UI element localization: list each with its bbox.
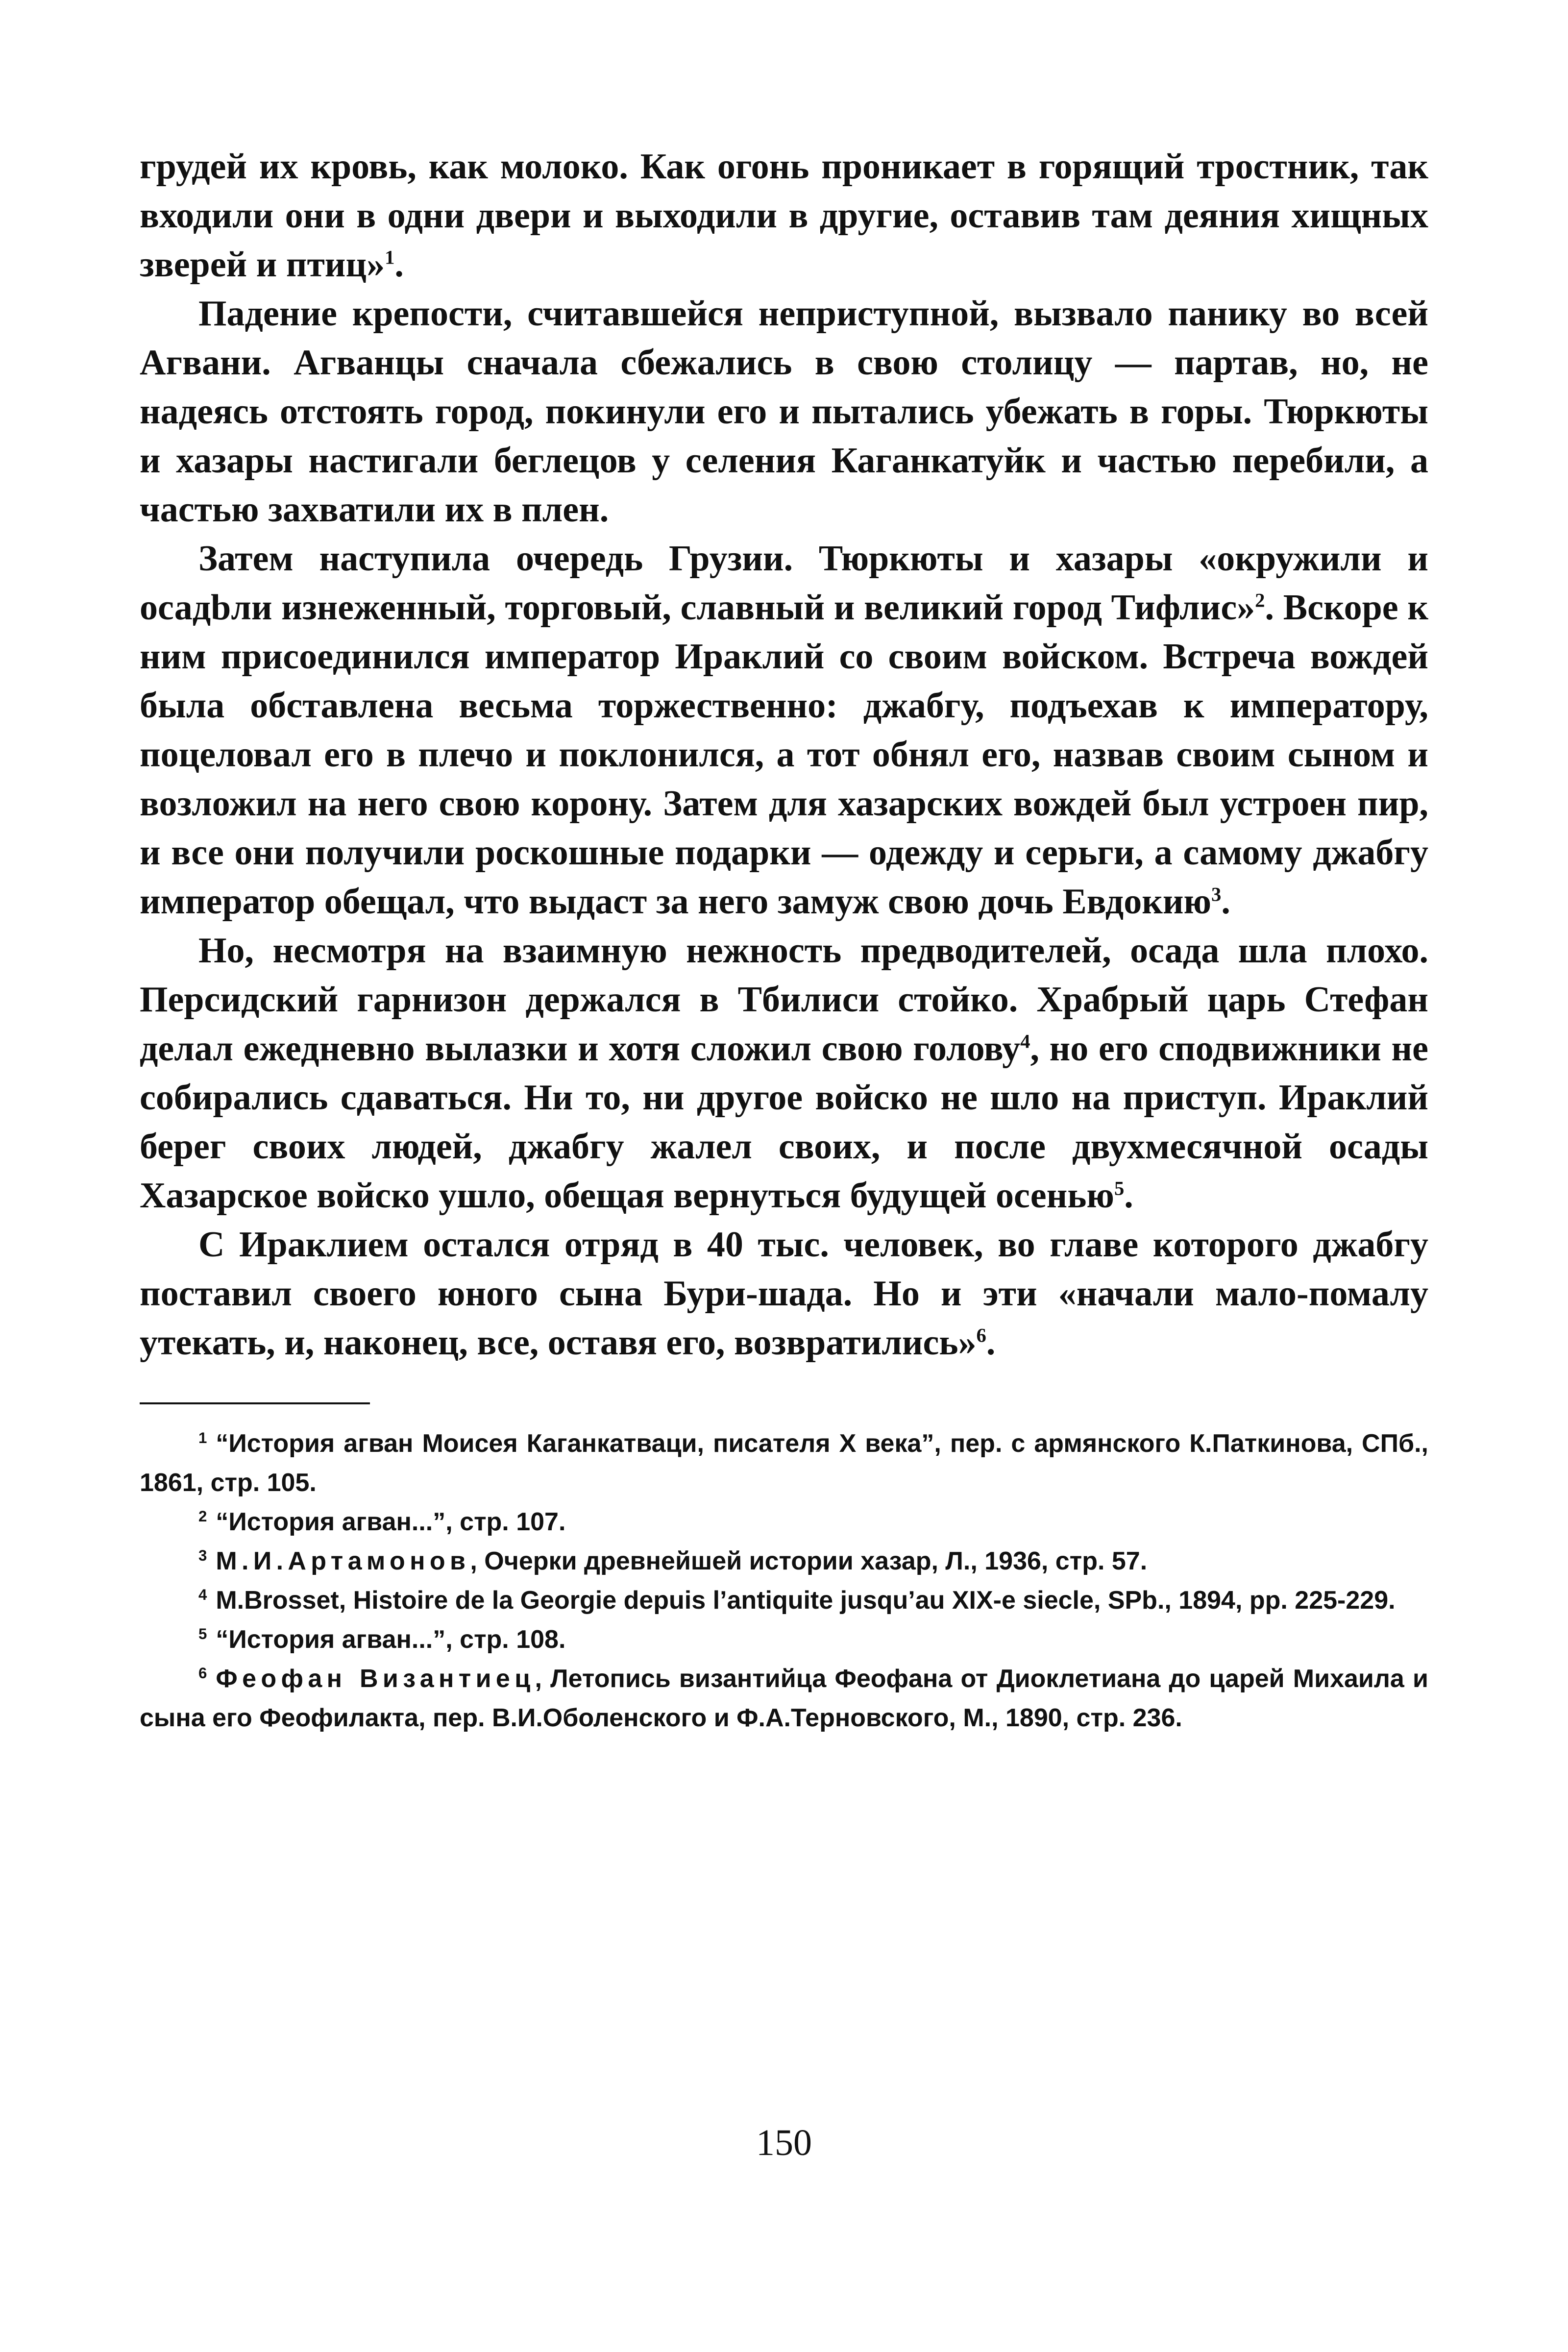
- paragraph-1-text: грудей их кровь, как молоко. Как огонь проникает в горящий тростник, так входили они в одни двери и выходили в другие, оставив там деяния хищных зверей и птиц»: [140, 147, 1428, 285]
- footnote-2: [140, 1502, 1428, 1542]
- page-content: [140, 142, 1428, 1738]
- footnote-ref-2: 2: [1255, 589, 1265, 612]
- paragraph-4-tail: .: [1124, 1176, 1133, 1216]
- paragraph-2-text: Падение крепости, считавшейся неприступной, вызвало панику во всей Агвани. Агванцы сначала сбежались в свою столицу — партав, но, не надеясь отстоять город, покинули его и пытались убежать в горы. Тюркюты и хазары настигали беглецов у селения Каганкатуйк и частью перебили, а частью захватили их в плен.: [140, 294, 1428, 530]
- paragraph-3-text: Затем наступила очередь Грузии. Тюркюты и хазары «окружили и осадbли изнеженный, торговый, славный и великий город Тифлис»: [140, 539, 1428, 628]
- footnote-5: [140, 1620, 1428, 1659]
- footnote-ref-5: 5: [1114, 1177, 1125, 1200]
- paragraph-1: [140, 142, 1428, 289]
- footnote-ref-1: 1: [385, 246, 395, 269]
- paragraph-5: [140, 1220, 1428, 1367]
- footnote-1: [140, 1424, 1428, 1502]
- footnote-text: , Очерки древнейшей истории хазар, Л., 1936, стр. 57.: [470, 1547, 1148, 1575]
- footnote-number: 2: [198, 1507, 207, 1525]
- paragraph-1-tail: .: [394, 245, 404, 285]
- footnote-ref-3: 3: [1211, 883, 1222, 906]
- footnote-4: [140, 1581, 1428, 1620]
- footnote-6: [140, 1659, 1428, 1738]
- footnote-ref-6: 6: [976, 1324, 986, 1347]
- paragraph-2: [140, 289, 1428, 534]
- footnote-author: Феофан Византиец: [216, 1665, 535, 1693]
- paragraph-5-tail: .: [986, 1323, 996, 1363]
- page-number: 150: [756, 2122, 812, 2163]
- paragraph-3-continuation: . Вскоре к ним присоединился император Ираклий со своим войском. Встреча вождей была обставлена весьма торжественно: джабгу, подъехав к императору, поцеловал его в плечо и поклонился, а тот обнял его, назвав своим сыном и возложил на него свою корону. Затем для хазарских вождей был устроен пир, и все они получили роскошные подарки — одежду и серьги, а самому джабгу император обещал, что выдаст за него замуж свою дочь Евдокию: [140, 588, 1428, 922]
- paragraph-5-text: С Ираклием остался отряд в 40 тыс. человек, во главе которого джабгу поставил своего юного сына Бури-шада. Но и эти «начали мало-помалу утекать, и, наконец, все, оставя его, возвратились»: [140, 1225, 1428, 1363]
- footnote-text: “История агван Моисея Каганкатваци, писателя X века”, пер. с армянского К.Паткинова, СПб., 1861, стр. 105.: [140, 1429, 1428, 1497]
- paragraph-3: [140, 534, 1428, 926]
- footnote-text: , Летопись византийца Феофана от Диоклетиана до царей Михаила и сына его Феофилакта, пер. В.И.Оболенского и Ф.А.Терновского, М., 1890, стр. 236.: [140, 1665, 1429, 1732]
- footnote-number: 5: [198, 1625, 207, 1642]
- footnote-ref-4: 4: [1020, 1030, 1030, 1053]
- footnote-text: M.Brosset, Histoire de la Georgie depuis l’antiquite jusqu’au XIX-e siecle, SPb., 1894, pp. 225-229.: [216, 1586, 1396, 1615]
- footnote-number: 6: [198, 1664, 207, 1682]
- paragraph-4-text: Но, несмотря на взаимную нежность предводителей, осада шла плохо. Персидский гарнизон держался в Тбилиси стойко. Храбрый царь Стефан делал ежедневно вылазки и хотя сложил свою голову: [140, 931, 1428, 1069]
- footnote-3: [140, 1542, 1428, 1581]
- paragraph-4-continuation: , но его сподвижники не собирались сдаваться. Ни то, ни другое войско не шло на приступ. Ираклий берег своих людей, джабгу жалел своих, и после двухмесячной осады Хазарское войско ушло, обещая вернуться будущей осенью: [140, 1029, 1428, 1216]
- footnote-number: 3: [198, 1546, 207, 1564]
- footnote-text: “История агван...”, стр. 107.: [216, 1508, 566, 1536]
- footnotes: [140, 1424, 1428, 1738]
- footnote-number: 1: [198, 1429, 207, 1446]
- footnote-text: “История агван...”, стр. 108.: [216, 1625, 566, 1654]
- footnote-divider: [140, 1402, 370, 1404]
- footnote-author: М.И.Артамонов: [216, 1547, 470, 1575]
- footnote-number: 4: [198, 1586, 207, 1603]
- paragraph-3-tail: .: [1221, 882, 1230, 922]
- main-text: [140, 142, 1428, 1367]
- paragraph-4: [140, 926, 1428, 1220]
